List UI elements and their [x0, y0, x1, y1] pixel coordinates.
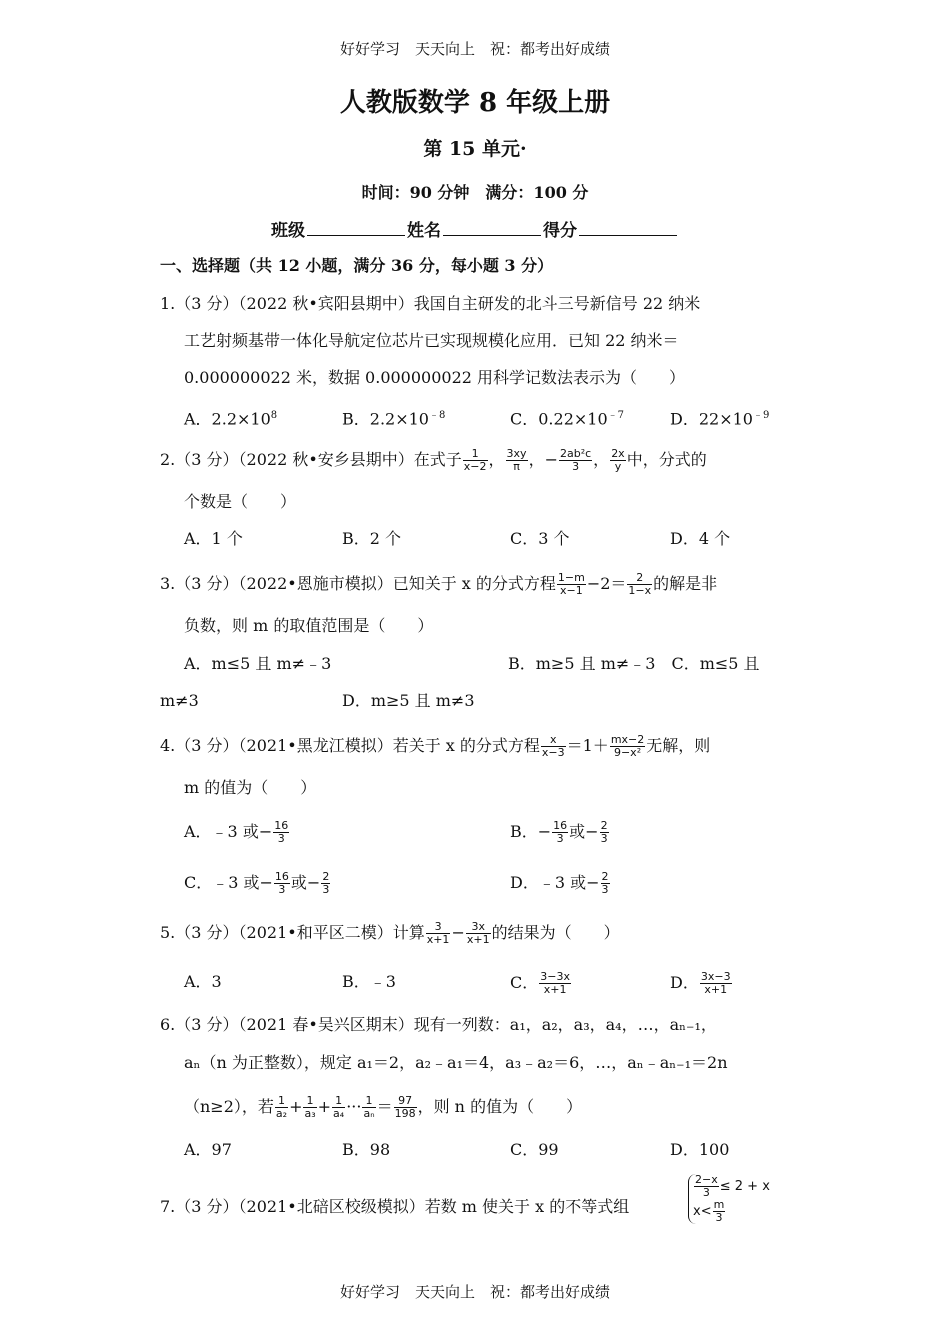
q6-result-frac — [394, 1095, 417, 1120]
page-footer: 好好学习 天天向上 祝：都考出好成绩 — [339, 1283, 610, 1301]
q2-frac2 — [506, 448, 528, 473]
q6-f3-den: a₄ — [333, 1107, 345, 1120]
q4-option-c[interactable] — [184, 871, 331, 896]
q1-option-d[interactable] — [670, 405, 769, 430]
q2-frac4 — [610, 448, 626, 473]
q4-b-num1: 16 — [553, 819, 568, 832]
q5-stem-end: 的结果为（ ） — [491, 923, 620, 942]
unit-title: 第 15 单元· — [423, 138, 527, 160]
q5-c-den: x+1 — [543, 983, 567, 996]
q3-option-c-cont: m≠3 — [160, 691, 199, 710]
q4-a-frac — [273, 820, 289, 845]
q3-frac1 — [557, 572, 586, 597]
q6-frac1 — [275, 1095, 288, 1120]
q2-f3-num: 2ab²c — [559, 447, 592, 460]
q7-s1-den: 3 — [702, 1186, 710, 1199]
q2-f4-den: y — [614, 460, 622, 473]
q1-a-text: A．2.2×10 — [184, 409, 271, 429]
q5-option-b[interactable]: B．﹣3 — [342, 972, 396, 991]
q6-f2-num: 1 — [303, 1095, 316, 1108]
q6-option-d[interactable]: D．100 — [670, 1140, 730, 1159]
q4-b-den2: 3 — [600, 832, 608, 845]
q2-line2: 个数是（ ） — [184, 492, 297, 511]
q2-f2-num: 3xy — [506, 447, 527, 460]
q6-plus2: + — [317, 1097, 332, 1116]
q4-c-den2: 3 — [322, 883, 330, 896]
q6-dots: ··· — [346, 1097, 362, 1116]
score-label: 得分 — [543, 221, 577, 241]
q4-line2: m 的值为（ ） — [184, 778, 317, 797]
q3-f2-den: 1−x — [628, 584, 652, 597]
q5-stem: 5.（3 分）（2021•和平区二模）计算 — [160, 923, 425, 942]
q1-option-c[interactable] — [510, 405, 624, 430]
q4-d-frac — [601, 871, 610, 896]
q6-option-a[interactable]: A．97 — [184, 1140, 232, 1159]
q7-line1: 7.（3 分）（2021•北碚区校级模拟）若数 m 使关于 x 的不等式组 — [160, 1197, 630, 1216]
q4-a-den: 3 — [277, 832, 285, 845]
q6-f4-den: aₙ — [363, 1107, 375, 1120]
q4-b-frac2 — [600, 820, 609, 845]
q7-brace — [688, 1174, 770, 1224]
q4-option-d[interactable] — [510, 871, 611, 896]
q6-f3-num: 1 — [332, 1095, 345, 1108]
q7-s1-frac — [694, 1174, 719, 1199]
q4-f2-num: mx−2 — [610, 733, 645, 746]
q5-d-text: D． — [670, 973, 699, 992]
q7-s2-lhs: x< — [693, 1204, 712, 1219]
q5-f2-num: 3x — [466, 921, 491, 934]
student-info-line — [0, 216, 950, 241]
q3-f2-num: 2 — [627, 572, 652, 585]
q4-b-num2: 2 — [600, 819, 608, 832]
name-blank[interactable] — [443, 217, 541, 236]
q4-b-or: 或− — [569, 822, 599, 841]
q4-frac1 — [541, 734, 566, 759]
q7-s2-num: m — [713, 1198, 725, 1211]
q4-b-frac1 — [552, 820, 568, 845]
q5-d-den: x+1 — [704, 983, 728, 996]
q1-line3: 0.000000022 米，数据 0.000000022 用科学记数法表示为（ ） — [184, 368, 686, 387]
q3-line1 — [160, 572, 717, 597]
q1-option-b[interactable] — [342, 405, 445, 430]
q4-c-frac1 — [274, 871, 290, 896]
q6-f4-num: 1 — [362, 1095, 375, 1108]
q2-stem: 2.（3 分）（2022 秋•安乡县期中）在式子 — [160, 450, 462, 469]
q5-line1 — [160, 921, 620, 946]
score-blank[interactable] — [579, 217, 677, 236]
q4-c-frac2 — [321, 871, 330, 896]
q2-option-b[interactable]: B．2 个 — [342, 529, 402, 548]
q6-line2: aₙ（n 为正整数），规定 a₁＝2，a₂﹣a₁＝4，a₃﹣a₂＝6，…，aₙ﹣aₙ₋₁＝2n — [184, 1053, 728, 1072]
q5-f1-num: 3 — [426, 921, 451, 934]
q4-frac2 — [610, 734, 645, 759]
q1-option-a[interactable] — [184, 405, 277, 430]
q6-frac3 — [332, 1095, 345, 1120]
q5-minus: − — [451, 923, 465, 942]
q4-stem: 4.（3 分）（2021•黑龙江模拟）若关于 x 的分式方程 — [160, 736, 540, 755]
q4-c-num2: 2 — [322, 870, 330, 883]
q4-c-text: C．﹣3 或− — [184, 873, 273, 892]
q1-d-exp: ﹣9 — [752, 410, 770, 421]
q3-frac2 — [627, 572, 652, 597]
q1-b-exp: ﹣8 — [428, 410, 446, 421]
time-score-line: 时间：90 分钟 满分：100 分 — [361, 183, 589, 202]
q7-s1-num: 2−x — [695, 1173, 718, 1186]
q5-f2-den: x+1 — [466, 933, 490, 946]
q1-a-exp: 8 — [270, 410, 278, 421]
q2-frac1 — [463, 448, 488, 473]
q2-frac3 — [559, 448, 592, 473]
q6-f1-num: 1 — [275, 1095, 288, 1108]
q3-line2: 负数，则 m 的取值范围是（ ） — [184, 616, 434, 635]
q4-a-num: 16 — [274, 819, 289, 832]
q5-c-text: C． — [510, 973, 539, 992]
q2-f2-den: π — [513, 460, 520, 473]
q1-d-text: D．22×10 — [670, 409, 753, 429]
q6-line1: 6.（3 分）（2021 春•吴兴区期末）现有一列数：a₁，a₂，a₃，a₄，…，aₙ₋₁， — [160, 1015, 717, 1034]
q4-option-a[interactable] — [184, 820, 290, 845]
q6-result-den: 198 — [394, 1107, 416, 1120]
q6-result-num: 97 — [394, 1095, 417, 1108]
q6-eq: ＝ — [376, 1097, 393, 1116]
q6-stem-end: ，则 n 的值为（ ） — [417, 1097, 583, 1116]
q2-line1: 2.（3 分）（2022 秋•安乡县期中）在式子 $\frac{1}{x-2}$ ， $\frac{3xy}{\pi}$ ，− $\frac{\text{2ab²c}}{3}$ ， $\frac{2x}{y}$ 中，分式的 — [160, 447, 707, 473]
q6-frac4 — [362, 1095, 375, 1120]
q5-option-c[interactable] — [510, 971, 572, 996]
q5-option-d[interactable] — [670, 971, 733, 996]
q7-s2-den: 3 — [715, 1211, 723, 1224]
page-header: 好好学习 天天向上 祝：都考出好成绩 — [339, 40, 610, 58]
q4-mid: ＝1＋ — [566, 736, 609, 755]
q3-option-d[interactable]: D．m≥5 且 m≠3 — [342, 691, 475, 710]
q2-f4-num: 2x — [611, 447, 625, 460]
q6-option-c[interactable]: C．99 — [510, 1140, 559, 1159]
q4-f2-den: 9−x² — [613, 746, 642, 759]
q3-f1-den: x−1 — [559, 584, 583, 597]
q7-s2-frac — [713, 1199, 726, 1224]
class-blank[interactable] — [307, 217, 405, 236]
q4-c-num1: 16 — [274, 870, 289, 883]
q1-c-exp: ﹣7 — [607, 410, 625, 421]
q5-c-frac — [539, 971, 571, 996]
q6-line3 — [184, 1095, 582, 1120]
q1-line1: 1.（3 分）（2022 秋•宾阳县期中）我国自主研发的北斗三号新信号 22 纳米 — [160, 294, 701, 313]
q4-line1 — [160, 734, 710, 759]
q5-d-frac — [700, 971, 732, 996]
q1-c-text: C．0.22×10 — [510, 409, 608, 429]
q2-f1-den: x−2 — [463, 460, 487, 473]
q2-option-a[interactable]: A．1 个 — [184, 529, 243, 548]
q7-s1-rhs: ≤ 2 + x — [719, 1179, 770, 1194]
q2-f1-num: 1 — [463, 448, 488, 461]
q4-a-text: A．﹣3 或− — [184, 822, 273, 841]
q1-line2: 工艺射频基带一体化导航定位芯片已实现规模化应用．已知 22 纳米＝ — [184, 331, 679, 350]
page-title: 人教版数学 8 年级上册 — [339, 88, 611, 118]
q2-option-c[interactable]: C．3 个 — [510, 529, 570, 548]
q2-stem-end: 中，分式的 — [626, 450, 707, 469]
q2-f3-den: 3 — [572, 460, 580, 473]
q4-b-text: B．− — [510, 822, 552, 841]
q3-f1-num: 1−m — [557, 571, 585, 584]
q3-mid: −2＝ — [586, 574, 627, 593]
q6-option-b[interactable]: B．98 — [342, 1140, 391, 1159]
q5-f1-den: x+1 — [426, 933, 450, 946]
q5-c-num: 3−3x — [540, 970, 570, 983]
name-label: 姓名 — [407, 221, 441, 241]
q4-d-den: 3 — [601, 883, 609, 896]
q5-d-num: 3x−3 — [700, 970, 731, 983]
q2-option-d[interactable]: D．4 个 — [670, 529, 731, 548]
q4-stem-end: 无解，则 — [646, 736, 711, 755]
q4-d-text: D．﹣3 或− — [510, 873, 600, 892]
q6-f2-den: a₃ — [304, 1107, 316, 1120]
q7-inequality-system — [688, 1174, 770, 1224]
q4-option-b[interactable] — [510, 820, 610, 845]
q5-frac2 — [466, 921, 491, 946]
class-label: 班级 — [271, 221, 305, 241]
q3-option-a[interactable]: A．m≤5 且 m≠﹣3 — [184, 654, 332, 673]
q6-frac2 — [303, 1095, 316, 1120]
q3-stem-end: 的解是非 — [653, 574, 718, 593]
q6-stem: （n≥2），若 — [184, 1097, 274, 1116]
q4-f1-den: x−3 — [541, 746, 565, 759]
q4-b-den1: 3 — [556, 832, 564, 845]
q4-f1-num: x — [541, 734, 566, 747]
q5-option-a[interactable]: A．3 — [184, 972, 222, 991]
q6-f1-den: a₂ — [275, 1107, 288, 1120]
q4-c-or: 或− — [290, 873, 321, 892]
q4-c-den1: 3 — [278, 883, 286, 896]
q5-frac1 — [426, 921, 451, 946]
q4-d-num: 2 — [601, 870, 609, 883]
q3-option-bc[interactable]: B．m≥5 且 m≠﹣3 C．m≤5 且 — [508, 654, 760, 673]
q6-plus1: + — [289, 1097, 303, 1116]
q3-stem: 3.（3 分）（2022•恩施市模拟）已知关于 x 的分式方程 — [160, 574, 556, 593]
section-title: 一、选择题（共 12 小题，满分 36 分，每小题 3 分） — [160, 256, 554, 275]
q1-b-text: B．2.2×10 — [342, 409, 429, 429]
